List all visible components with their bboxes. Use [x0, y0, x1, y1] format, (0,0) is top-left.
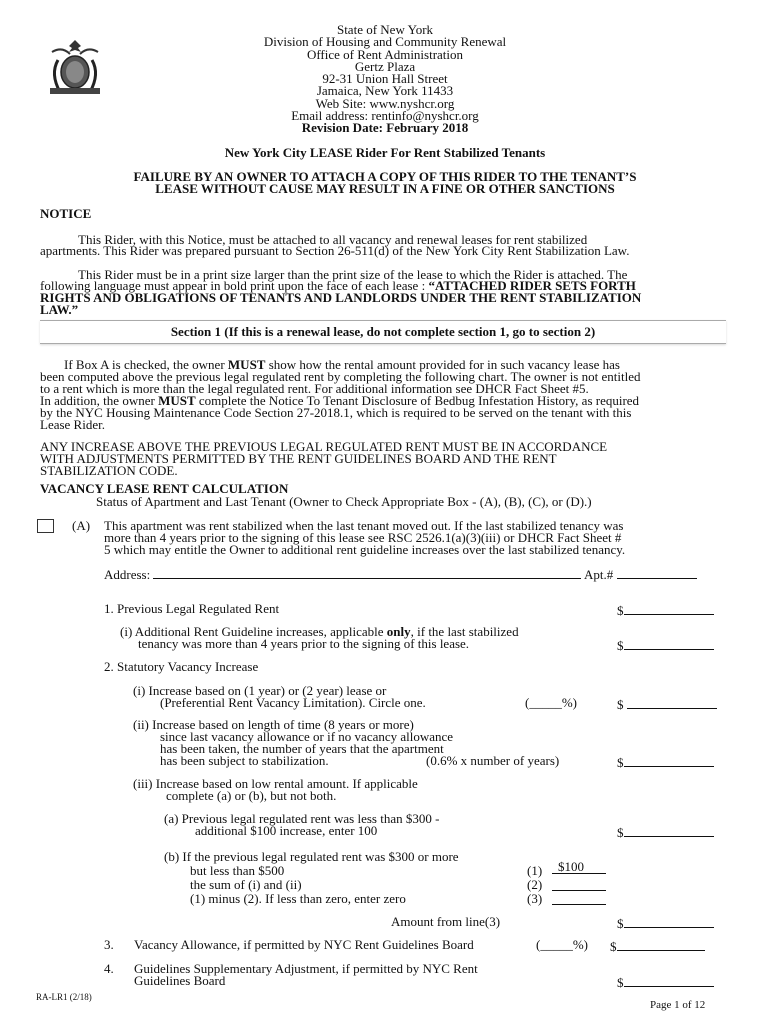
item1-label: 1. Previous Legal Regulated Rent — [104, 601, 280, 616]
warning-line-2: LEASE WITHOUT CAUSE MAY RESULT IN A FINE OR OTHER SANCTIONS — [155, 181, 615, 196]
item1-sub-amount-field[interactable] — [624, 638, 714, 650]
apt-label: Apt.# — [584, 567, 614, 582]
item2-iii-a-amount — [617, 825, 714, 839]
item2-iii-b-line1: (b) If the previous legal regulated rent was $300 or more — [164, 849, 459, 864]
amount-from-line3-field[interactable] — [624, 916, 714, 928]
item2-ii-line1: (ii) Increase based on length of time (8 years or more) — [133, 717, 414, 732]
apt-field[interactable] — [617, 567, 697, 579]
page-number: Page 1 of 12 — [650, 999, 706, 1011]
box-a-text-2: more than 4 years prior to the signing of this lease see RSC 2526.1(a)(3)(iii) or DHCR Fact Sheet # — [104, 530, 622, 545]
header-line: Office of Rent Administration — [306, 46, 464, 62]
notice-p2-line4: LAW.” — [40, 302, 79, 317]
item2-ii-calc: (0.6% x number of years) — [426, 753, 560, 768]
notice-p2-text: following language must appear in bold print upon the face of each lease : — [40, 278, 429, 293]
b-value-1-field[interactable] — [552, 861, 606, 874]
dollar-sign: $ — [617, 916, 624, 931]
b-marker-3: (3) — [527, 891, 543, 906]
notice-p2-line3: RIGHTS AND OBLIGATIONS OF TENANTS AND LANDLORDS UNDER THE RENT STABILIZATION — [40, 290, 642, 305]
para-emphasis: MUST — [158, 393, 196, 408]
para-text: show how the rental amount provided for in such vacancy lease has — [265, 357, 620, 372]
item2-ii-amount-field[interactable] — [624, 755, 714, 767]
document-title: New York City LEASE Rider For Rent Stabilized Tenants — [224, 145, 546, 160]
dollar-sign: $ — [610, 939, 617, 954]
item3-label: Vacancy Allowance, if permitted by NYC Rent Guidelines Board — [134, 937, 474, 952]
required-lease-language: “ATTACHED RIDER SETS FORTH — [428, 278, 636, 293]
form-id: RA-LR1 (2/18) — [36, 992, 92, 1002]
header-line: Email address: rentinfo@nyshcr.org — [291, 108, 479, 124]
item2-label: 2. Statutory Vacancy Increase — [104, 659, 259, 674]
section1-para-line2: been computed above the previous legal regulated rent by completing the following chart. The owner is not entitled — [40, 369, 641, 384]
caps-line-3: STABILIZATION CODE. — [40, 463, 178, 478]
vacancy-heading: VACANCY LEASE RENT CALCULATION — [40, 481, 289, 496]
item2-ii-line2: since last vacancy allowance or if no vacancy allowance — [160, 729, 454, 744]
item2-ii-line3: has been taken, the number of years that the apartment — [160, 741, 444, 756]
notice-heading: NOTICE — [40, 206, 92, 221]
para-text: In addition, the owner — [40, 393, 159, 408]
section1-bar — [40, 320, 726, 344]
dollar-sign: $ — [617, 697, 624, 712]
address-row — [104, 567, 697, 581]
agency-header — [0, 24, 770, 135]
item2-iii-a-line2: additional $100 increase, enter 100 — [195, 823, 378, 838]
caps-line-2: WITH ADJUSTMENTS PERMITTED BY THE RENT GUIDELINES BOARD AND THE RENT — [40, 451, 557, 466]
item4-amount — [617, 975, 714, 989]
item2-iii-line1: (iii) Increase based on low rental amount. If applicable — [133, 776, 418, 791]
sub-emphasis: only — [386, 624, 411, 639]
notice-p2-line1: This Rider must be in a print size larger than the print size of the lease to which the Rider is attached. The — [78, 267, 628, 282]
header-line: Division of Housing and Community Renewal — [263, 34, 507, 50]
item2-i-percent: (_____%) — [525, 695, 577, 710]
amount-from-line3 — [617, 916, 714, 930]
item4-line2: Guidelines Board — [134, 973, 226, 988]
item3-number: 3. — [104, 937, 114, 952]
caps-line-1: ANY INCREASE ABOVE THE PREVIOUS LEGAL REGULATED RENT MUST BE IN ACCORDANCE — [40, 439, 608, 454]
dollar-sign: $ — [617, 825, 624, 840]
header-line: State of New York — [336, 22, 434, 37]
header-line: Gertz Plaza — [354, 58, 416, 74]
b-value-2-field[interactable] — [552, 889, 606, 891]
box-a-text-3: 5 which may entitle the Owner to additional rent guideline increases over the last stabilized tenancy. — [104, 542, 626, 557]
item2-i-amount-field[interactable] — [627, 697, 717, 709]
item3-amount-field[interactable] — [617, 939, 705, 951]
item2-i-amount — [617, 697, 717, 711]
item2-iii-a-line1: (a) Previous legal regulated rent was less than $300 - — [164, 811, 440, 826]
item2-iii-b-line4: (1) minus (2). If less than zero, enter zero — [190, 891, 406, 906]
address-label: Address: — [104, 567, 151, 582]
para-text: If Box A is checked, the owner — [64, 357, 228, 372]
box-a-checkbox[interactable] — [37, 519, 54, 533]
b-marker-1: (1) — [527, 863, 543, 878]
item1-sub-line2: tenancy was more than 4 years prior to the signing of this lease. — [138, 636, 470, 651]
header-line: Jamaica, New York 11433 — [316, 83, 454, 99]
item2-iii-b-line3: the sum of (i) and (ii) — [190, 877, 302, 892]
warning-line-1: FAILURE BY AN OWNER TO ATTACH A COPY OF THIS RIDER TO THE TENANT’S — [133, 169, 637, 184]
item2-ii-amount — [617, 755, 714, 769]
dollar-sign: $ — [617, 755, 624, 770]
address-field[interactable] — [153, 567, 581, 579]
para-text: complete the Notice To Tenant Disclosure of Bedbug Infestation History, as required — [195, 393, 640, 408]
header-line: 92-31 Union Hall Street — [322, 71, 448, 87]
item2-ii-line4: has been subject to stabilization. — [160, 753, 329, 768]
header-line: Web Site: www.nyshcr.org — [315, 95, 455, 111]
notice-p1-line2: apartments. This Rider was prepared pursuant to Section 26-511(d) of the New York City Rent Stabilization Law. — [40, 243, 630, 258]
b-value-3-field[interactable] — [552, 903, 606, 905]
item3-amount — [610, 939, 705, 953]
item2-i-line1: (i) Increase based on (1 year) or (2 year) lease or — [133, 683, 387, 698]
sub-text: (i) Additional Rent Guideline increases, applicable — [120, 624, 387, 639]
item2-i-line2: (Preferential Rent Vacancy Limitation). Circle one. — [160, 695, 426, 710]
section1-para-line3: to a rent which is more than the legal regulated rent. For additional information see DHCR Fact Sheet #5. — [40, 381, 589, 396]
item4-amount-field[interactable] — [624, 975, 714, 987]
item2-iii-a-amount-field[interactable] — [624, 825, 714, 837]
section1-para-line6: Lease Rider. — [40, 417, 105, 432]
box-a-label: (A) — [72, 518, 91, 533]
section1-para-line5: by the NYC Housing Maintenance Code Section 27-2018.1, which is required to be served on the tenant with this — [40, 405, 632, 420]
item1-amount — [617, 603, 714, 617]
status-instruction: Status of Apartment and Last Tenant (Owner to Check Appropriate Box - (A), (B), (C), or (D).) — [96, 494, 592, 509]
dollar-sign: $ — [617, 638, 624, 653]
revision-date: Revision Date: February 2018 — [301, 120, 469, 136]
item2-iii-b-line2: but less than $500 — [190, 863, 285, 878]
item1-amount-field[interactable] — [624, 603, 714, 615]
item1-sub-amount — [617, 638, 714, 652]
amount-from-line3-label: Amount from line(3) — [391, 914, 501, 929]
b-marker-2: (2) — [527, 877, 543, 892]
item4-line1: Guidelines Supplementary Adjustment, if permitted by NYC Rent — [134, 961, 478, 976]
sub-text: , if the last stabilized — [410, 624, 519, 639]
item3-percent: (_____%) — [536, 937, 588, 952]
item4-number: 4. — [104, 961, 114, 976]
dollar-sign: $ — [617, 603, 624, 618]
section1-heading: Section 1 (If this is a renewal lease, do not complete section 1, go to section 2) — [170, 324, 596, 339]
box-a-text-1: This apartment was rent stabilized when the last tenant moved out. If the last stabilized tenancy was — [104, 518, 624, 533]
dollar-sign: $ — [617, 975, 624, 990]
notice-p1-line1: This Rider, with this Notice, must be attached to all vacancy and renewal leases for rent stabilized — [78, 232, 588, 247]
para-emphasis: MUST — [227, 357, 266, 372]
b-value-1: $100 — [558, 859, 584, 874]
item2-iii-line2: complete (a) or (b), but not both. — [166, 788, 337, 803]
